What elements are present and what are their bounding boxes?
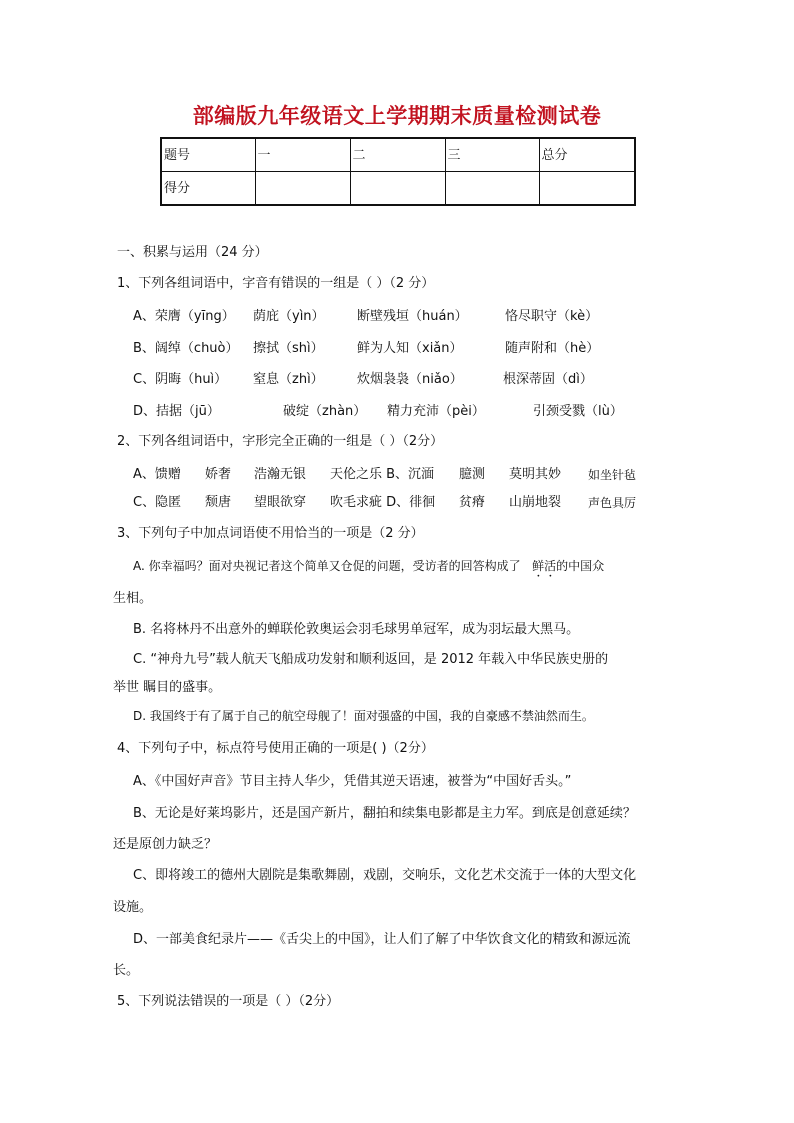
q1-option-d-3: 精力充沛（pèi） [387,404,485,419]
question-4-stem: 4、下列句子中，标点符号使用正确的一项是( )（2分） [117,741,434,756]
q4-option-c: C、即将竣工的德州大剧院是集歌舞剧，戏剧，交响乐，文化艺术交流于一体的大型文化 [133,868,637,883]
q4-option-a: A、《中国好声音》节目主持人华少，凭借其逆天语速，被誉为“中国好舌头。” [133,774,572,789]
q2-word: 臆测 [459,467,486,482]
q1-option-d-1: D、拮据（jū） [133,404,220,419]
q2-word: 莫明其妙 [509,467,562,482]
q1-option-d-2: 破绽（zhàn） [283,404,367,419]
q1-option-b-1: B、阔绰（chuò） [133,341,239,356]
q4-option-b: B、无论是好莱坞影片，还是国产新片，翻拍和续集电影都是主力军。到底是创意延续？ [133,806,636,821]
score-input-cell[interactable] [445,172,539,206]
score-input-cell[interactable] [350,172,445,206]
q2-word: C、隐匿 [133,495,182,510]
q3-dotted-word: 鲜活 [532,559,557,573]
q1-option-a-1: A、荣膺（yīng） [133,309,235,324]
q1-option-b-4: 随声附和（hè） [505,341,600,356]
q1-option-a-4: 恪尽职守（kè） [505,309,599,324]
section-heading: 一、积累与运用（24 分） [117,245,268,260]
q1-option-c-1: C、阴晦（huì） [133,372,228,387]
score-table-header-row [161,138,635,172]
score-table-cell: 总分 [539,138,635,172]
q2-word: 声色具厉 [588,496,637,510]
q1-option-a-2: 荫庇（yìn） [253,309,325,324]
score-table-cell: 得分 [161,172,255,206]
q2-word: 娇奢 [205,467,232,482]
score-input-cell[interactable] [539,172,635,206]
question-1-stem: 1、下列各组词语中，字音有错误的一组是（ ）（2 分） [117,276,435,291]
q1-option-b-2: 擦拭（shì） [253,341,324,356]
page-title: 部编版九年级语文上学期期末质量检测试卷 [192,103,602,128]
q4-option-d: D、一部美食纪录片——《舌尖上的中国》，让人们了解了中华饮食文化的精致和源远流 [133,932,631,947]
q3-option-a-text: A. 你幸福吗？面对央视记者这个简单又仓促的问题，受访者的回答构成了 [133,559,521,573]
q2-word: 望眼欲穿 [254,495,307,510]
q2-word: 浩瀚无银 [254,467,307,482]
q2-word: 山崩地裂 [509,495,562,510]
q4-option-c-cont: 设施。 [113,900,153,915]
q3-option-c: C. “神舟九号”载人航天飞船成功发射和顺利返回，是 2012 年载入中华民族史册的 [133,652,609,667]
score-table-score-row [161,172,635,206]
q4-option-d-cont: 长。 [113,963,140,978]
score-table-cell: 一 [255,138,350,172]
q1-option-c-2: 窒息（zhì） [253,372,324,387]
q2-word: A、馈赠 [133,467,181,482]
q2-word: 天伦之乐 B、沉湎 [330,467,435,482]
q3-option-a-cont: 生相。 [113,591,153,606]
q3-option-c-cont: 举世 瞩目的盛事。 [113,680,222,695]
q3-option-b: B. 名将林丹不出意外的蝉联伦敦奥运会羽毛球男单冠军，成为羽坛最大黑马。 [133,622,580,637]
question-5-stem: 5、下列说法错误的一项是（ ）（2分） [117,994,340,1009]
score-input-cell[interactable] [255,172,350,206]
q2-word: 如坐针毡 [588,468,637,482]
score-table-cell: 二 [350,138,445,172]
q1-option-c-4: 根深蒂固（dì） [503,372,593,387]
q3-option-a [133,559,604,580]
q1-option-b-3: 鲜为人知（xiǎn） [357,341,463,356]
score-table [160,137,636,206]
question-3-stem: 3、下列句子中加点词语使不用恰当的一项是（2 分） [117,526,424,541]
q2-word: 贫瘠 [459,495,486,510]
question-2-stem: 2、下列各组词语中，字形完全正确的一组是（ ）（2分） [117,434,444,449]
q1-option-c-3: 炊烟袅袅（niǎo） [357,372,463,387]
q3-option-d: D. 我国终于有了属于自己的航空母舰了！面对强盛的中国，我的自豪感不禁油然而生。 [133,709,594,723]
q2-word: 颓唐 [205,495,232,510]
score-table-cell: 三 [445,138,539,172]
q2-word: 吹毛求疵 D、徘徊 [330,495,436,510]
q1-option-d-4: 引颈受戮（lù） [533,404,623,419]
score-table-cell: 题号 [161,138,255,172]
q1-option-a-3: 断壁残垣（huán） [357,309,468,324]
q4-option-b-cont: 还是原创力缺乏？ [113,837,218,852]
q3-option-a-tail: 的中国众 [556,559,605,573]
